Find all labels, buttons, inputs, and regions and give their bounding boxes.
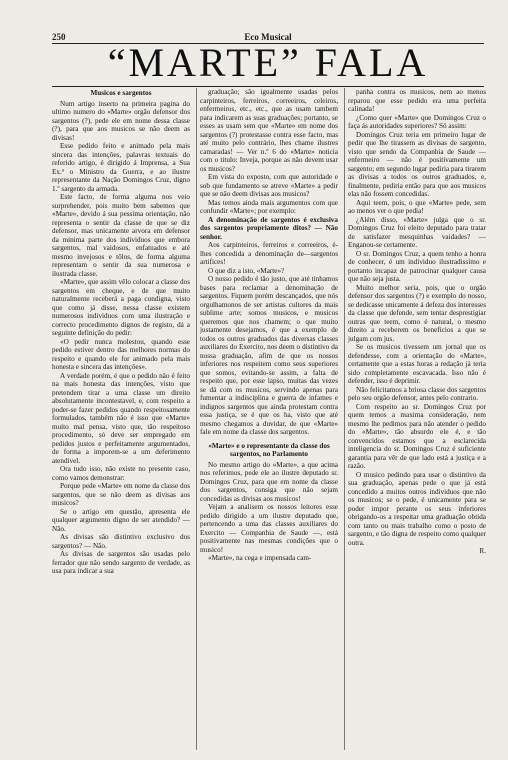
paragraph: O sr. Domingos Cruz, a quem tenho a honra de conhecer, é um individuo ilustradissimo e portanto incapaz de patrocinar qualquer causa que não seja justa. bbox=[348, 249, 486, 283]
paragraph: Se os musicos tivessem um jornal que os defendesse, com a orientação do «Marte», certamente que a estas horas a redação já teria sido completamente escavacada. Isso não é defender, isso é deprimir. bbox=[348, 343, 486, 385]
article-title: “MARTE” FALA bbox=[107, 40, 429, 85]
paragraph: Domingos Cruz teria em primeiro lugar de pedir que lhe tirassem as divisas de sargento, visto que sendo da Companhia de Saude — enfermeiro — não é positivamente um sargento; em segundo lugar pediria para tirarem as divisas a todos os outros graduados, e, finalmente, pediria então para que aos musicos elas não fossem concedidas. bbox=[348, 130, 486, 198]
paragraph: A verdade porém, é que o pedido não é feito na mais honesta das intenções, visto que pretendem tirar a uma classe um direito absolutamente incontestavel, e, com respeito a poder-se fazer pedidos quando respeitosamente formulados, também não é isso que «Marte» muito mal pensa, visto que, tão respeitoso procedimento, só deve ser empregado em pedidos justos e perfeitamente argumentados, de forma a imporem-se a um deferimento atendivel. bbox=[52, 371, 190, 465]
paragraph: «Marte», que assim vêlo colocar a classe dos sargentos em cheque, e de que muito naturalmente receberá a paga condigna, visto que como já disse, nessa classe existem numerosos individuos com uma ilustração e correcto procedimento dignos de registo, dá a seguinte definição do pedir: bbox=[52, 278, 190, 337]
spacer bbox=[200, 437, 338, 441]
column-2 bbox=[200, 88, 338, 750]
paragraph: Em vista do exposto, com que autoridade e sob que fundamento se atreve «Marte» a pedir que se não deem divisas aos musicos? bbox=[200, 173, 338, 198]
paragraph: Porque pede «Marte» em nome da classe dos sargentos, que se não deem as divisas aos musicos? bbox=[52, 482, 190, 507]
paragraph: panha contra os musicos, nem ao menos reparou que esse pedido era uma perfeita calinada! bbox=[348, 88, 486, 113]
paragraph: Aqui teem, pois, o que «Marte» pede, sem ao menos ver o que pedia! bbox=[348, 198, 486, 215]
paragraph: Com respeito ao sr. Domingos Cruz por quem temos a maxima consideração, nem mesmo lhe pedimos para não atender o pedido do «Marte», tão absurdo ele é, e tão convencidos estamos que a esclarecida inteligencia do sr. Domingos Cruz é suficiente garantia para vêr de que lado está a justiça e a razão. bbox=[348, 402, 486, 470]
paragraph: ¿Além disso, «Marte» julga que o sr. Domingos Cruz foi eleito deputado para tratar de satisfazer mesquinhas vaidades? — Enganou-se certamente. bbox=[348, 215, 486, 249]
paragraph: graduação; são igualmente usadas pelos carpinteiros, ferreiros, correeiros, celeiros, enfermeiros, etc., etc., que as usam tambem para indicarem as suas graduações; portanto, se esses as usam sem que «Marte» em nome dos sargentos (?) protestasse contra esse facto, mas até muito pelo contrário, lhes chame ilustres camaradas! — Ver n.º 6 do «Marte» noticia com o titulo: Inveja, porque as não devem usar os musicos? bbox=[200, 88, 338, 173]
section-subtitle: Musicos e sargentos bbox=[90, 89, 152, 97]
title-rule bbox=[52, 86, 484, 87]
paragraph: Esse pedido feito e animado pela mais sincera das intenções, palavras textuais do referido artigo, é dirigido á Imprensa, a Sua Ex.ª o Ministro da Guerra, e ao ilustre representante da Nação Domingos Cruz, digno 1.º sargento da armada. bbox=[52, 142, 190, 193]
column-divider-2 bbox=[344, 88, 345, 750]
paragraph: Mas temos ainda mais argumentos com que confundir «Marte»; por exemplo: bbox=[200, 198, 338, 215]
paragraph: As divisas de sargentos são usadas pelo ferrador que não sendo sargento de verdade, as usa para indicar a sua bbox=[52, 550, 190, 575]
paragraph: As divisas são distintivo exclusivo dos sargentos? — Não. bbox=[52, 533, 190, 550]
column-3 bbox=[348, 88, 486, 750]
paragraph: Vejam a analisem os nossos leitores esse pedido dirigido a um ilustre deputado que, pertencendo a uma das classes auxiliares do Exercito — Companhia de Saude —, está positivamente nas mesmas condições que o musico! bbox=[200, 503, 338, 554]
paragraph: Se o artigo em questão, apresenta ele qualquer argumento digno de ser atendido? — Não. bbox=[52, 507, 190, 533]
paragraph: Este facto, de forma alguma nos veio surprehender, pois muito bem sabemos que «Marte», devido á sua pessima orientação, não representa o sentir da classe de que se diz defensor, mas unicamente arvora em defensor da minima parte dos individuos que embora sargentos, mal vaidosos, enfatuados e até mesmo invejosos e tôlos, de forma alguma representam o sentir da sua numerosa e ilustrada classe. bbox=[52, 193, 190, 278]
section-heading: «Marte» e o representante da classe dos sargentos, no Parlamento bbox=[208, 441, 330, 458]
paragraph: O musico pedindo para usar o distintivo da sua graduação, apenas pede o que já está concedido a muitos outros individuos que não os musicos; se o pede, é unicamente para se poder impor perante os seus inferiores obrigando-os a respeitar uma graduação obtida com tanto ou mais trabalho como o posto de sargento, e tão digna de respeito como qualquer outra. bbox=[348, 470, 486, 547]
paragraph: ¿Como quer «Marte» que Domingos Cruz o faça ás autoridades superiores? Só assim: bbox=[348, 113, 486, 130]
paragraph: Num artigo inserto na primeira pagina do ultimo numero do «Marte» orgão defensor dos sargentos (?), pede ele em nome dessa classe (?), para que aos musicos se não deem as divisas! bbox=[52, 99, 190, 142]
paragraph: Aos carpinteiros, ferreiros e correeiros, é-lhes concedida a denominação de—sargentos artifices! bbox=[200, 241, 338, 266]
paragraph: «O pedir nunca molestou, quando esse pedido estiver dentro das melhores normas do respeito e quando ele for animado pela mais honesta e sincera das intenções». bbox=[52, 337, 190, 371]
paragraph: «Marte», na cega e impensada cam- bbox=[208, 554, 312, 562]
paragraph: Ora tudo isso, não existe no presente caso, como vamos demonstrar: bbox=[52, 465, 190, 482]
paragraph: O que diz a isto, «Marte»? bbox=[208, 266, 285, 275]
paragraph: O nosso pedido é tão justo, que até tinhamos bases para reclamar a denominação de sargentos. Fiquem porém descançados, que nós orgulhamonos de ser artistas cultores da mais sublime arte; somos musicos, e musicos queremos que nos chamem; o que muito justamente desejamos, é que a exemplo de todos os outros graduados das diversas classes auxiliares do Exercito, nos deem o distintivo da nossa graduação, afim de que os nossos inferiores nos respeitem como seus superiores que somos, evitando-se assim, a falta de respeito que, por esse lapso, muitas das vezes se dá com os musicos, servindo apenas para fumentar a indisciplina e guerra de infames e indignos sargentos que ainda protestam contra essa justiça, se é que os ha, visto que até mesmo chegamos a duvidar, de que «Marte» fale em nome da classe dos sargentos. bbox=[200, 275, 338, 436]
paragraph: No mesmo artigo do «Marte», a que acima nos referimos, pede ele ao ilustre deputado sr. Domingos Cruz, para que em nome da classe dos sargentos, consiga que não sejam concedidas as divisas aos musicos! bbox=[200, 460, 338, 503]
column-divider-1 bbox=[196, 88, 197, 750]
journal-title: Eco Musical bbox=[244, 32, 292, 42]
column-1 bbox=[52, 88, 190, 750]
signature: R. bbox=[479, 547, 486, 555]
paragraph: Muito melhor seria, pois, que o orgão defensor dos sargentos (?) e exemplo do nosso, se dedicasse unicamente á defeza dos interesses da classe que defende, sem tentar desprestigiar outras que teem, como é natural, o mesmo direito a receberem os beneficios a que se julgam com jus. bbox=[348, 283, 486, 343]
page-number: 250 bbox=[52, 32, 66, 42]
bold-quote: A denominação de sargentos é exclusiva dos sargentos propriamente ditos? — Não senhor. bbox=[200, 215, 338, 241]
paragraph: Não felicitamos a briosa classe dos sargentos pelo seu orgão defensor, antes pelo contrario. bbox=[348, 385, 486, 402]
